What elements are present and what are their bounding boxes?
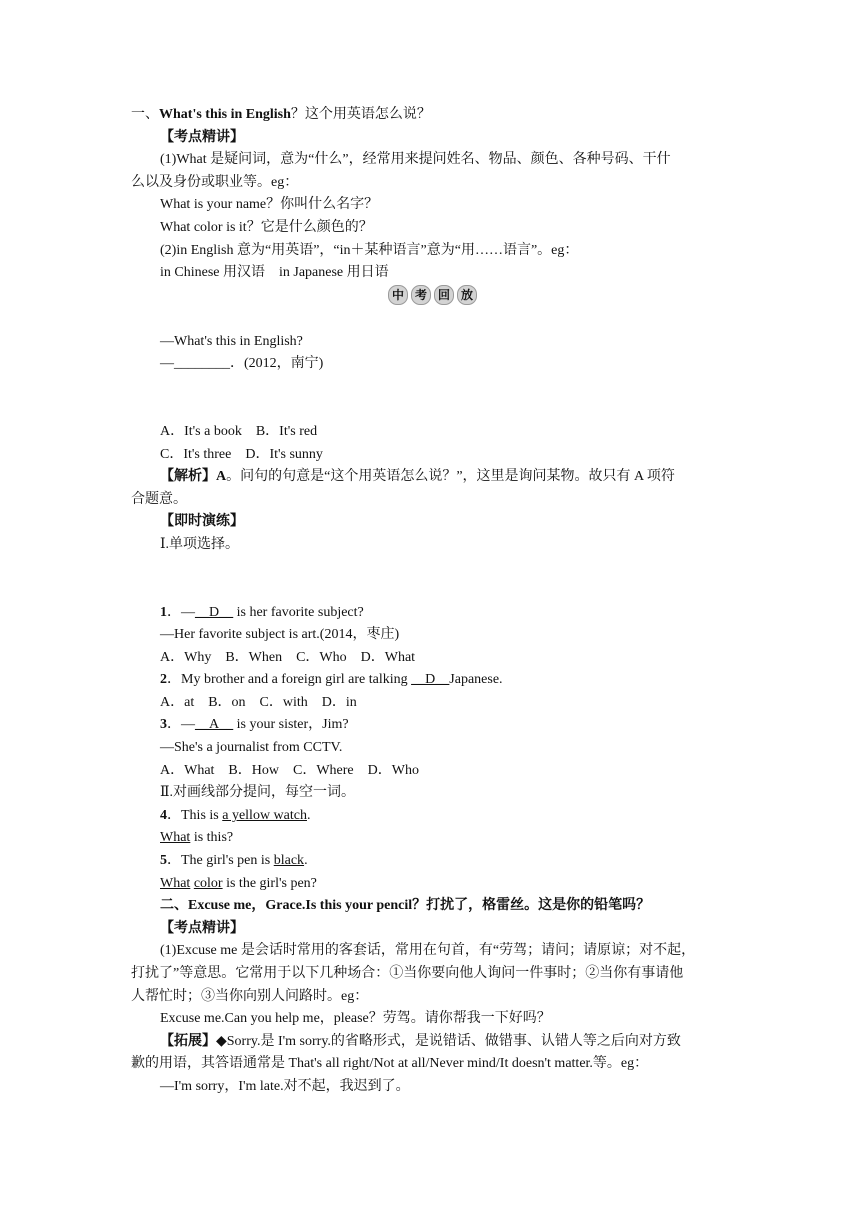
s2-p1-line3: 人帮忙时；③当你向别人问路时。eg： bbox=[131, 988, 369, 1004]
banner-char: 放 bbox=[457, 285, 477, 305]
q5-answer-word1: What bbox=[160, 875, 191, 891]
section1-title-prefix: 一、 bbox=[131, 107, 159, 122]
exam-question-line2: —________．(2012，南宁) bbox=[160, 356, 324, 372]
zhongkao-huifang-banner bbox=[131, 285, 734, 305]
question-2 bbox=[131, 669, 734, 692]
q3-answer: __A__ bbox=[195, 717, 234, 733]
s2-example-2: —I'm sorry，I'm late.对不起，我迟到了。 bbox=[160, 1078, 410, 1094]
section2-title: 二、Excuse me，Grace.Is this your pencil？打扰了，格雷丝。这是你的铅笔吗？ bbox=[160, 898, 651, 914]
q5-number: 5 bbox=[160, 853, 167, 869]
s1-p1-line2: 么以及身份或职业等。eg： bbox=[131, 174, 299, 190]
question-4 bbox=[131, 805, 734, 828]
jiexi-line2: 合题意。 bbox=[131, 491, 187, 507]
kaodian-label-1: 【考点精讲】 bbox=[160, 129, 244, 145]
q4-answer-word: What bbox=[160, 830, 191, 846]
q2-number: 2 bbox=[160, 672, 167, 688]
tuozhan-text: ◆Sorry.是 I'm sorry.的省略形式，是说错话、做错事、认错人等之后向对方致 bbox=[216, 1033, 681, 1049]
q3-post: is your sister，Jim? bbox=[233, 717, 349, 733]
q1-number: 1 bbox=[160, 604, 167, 620]
exam-options-line2: C．It's three D．It's sunny bbox=[160, 446, 323, 462]
q3-number: 3 bbox=[160, 717, 167, 733]
q5-pre: ．The girl's pen is bbox=[167, 853, 274, 869]
tuozhan-label: 【拓展】 bbox=[160, 1033, 216, 1049]
question-1 bbox=[131, 602, 734, 625]
q1-answer: __D__ bbox=[195, 604, 234, 620]
s1-example-2: What color is it？它是什么颜色的？ bbox=[160, 219, 373, 235]
q2-options: A．at B．on C．with D．in bbox=[160, 694, 357, 710]
document-content bbox=[131, 104, 734, 1099]
q2-answer: __D__ bbox=[411, 672, 450, 688]
section1-title bbox=[131, 104, 734, 127]
q3-response: —She's a journalist from CCTV. bbox=[160, 740, 343, 756]
q5-answer-word2: color bbox=[193, 875, 223, 891]
q4-number: 4 bbox=[160, 807, 167, 823]
section1-title-bold: What's this in English bbox=[159, 107, 291, 122]
banner-char: 考 bbox=[411, 285, 431, 305]
jishi-label: 【即时演练】 bbox=[160, 514, 244, 530]
q4-answer-rest: is this? bbox=[190, 830, 234, 846]
q3-options: A．What B．How C．Where D．Who bbox=[160, 762, 419, 778]
section1-title-rest: ？这个用英语怎么说？ bbox=[290, 107, 431, 122]
kaodian-label-2: 【考点精讲】 bbox=[160, 920, 244, 936]
q1-options: A．Why B．When C．Who D．What bbox=[160, 649, 416, 665]
tuozhan-line2: 歉的用语，其答语通常是 That's all right/Not at all/Never mind/It doesn't matter.等。eg： bbox=[131, 1056, 649, 1072]
s1-example-3: in Chinese 用汉语 in Japanese 用日语 bbox=[160, 265, 389, 281]
s1-p1-line1: (1)What 是疑问词，意为“什么”，经常用来提问姓名、物品、颜色、各种号码、干什 bbox=[160, 152, 671, 168]
banner-char: 中 bbox=[388, 285, 408, 305]
s2-p1-line1: (1)Excuse me 是会话时常用的客套话，常用在句首，有“劳驾；请问；请原谅；对不起， bbox=[160, 943, 696, 959]
q4-post: . bbox=[306, 807, 311, 823]
q5-underlined: black bbox=[273, 853, 305, 869]
q1-post: is her favorite subject? bbox=[233, 604, 364, 620]
s2-example-1: Excuse me.Can you help me，please？劳驾。请你帮我一下好吗？ bbox=[160, 1011, 551, 1027]
part1-heading: Ⅰ.单项选择。 bbox=[160, 536, 240, 552]
part2-heading: Ⅱ.对画线部分提问，每空一词。 bbox=[160, 785, 356, 801]
q4-underlined: a yellow watch bbox=[222, 807, 307, 823]
q4-pre: ．This is bbox=[167, 807, 223, 823]
s1-example-1: What is your name？你叫什么名字？ bbox=[160, 197, 379, 213]
jiexi-label: 【解析】A bbox=[160, 469, 227, 485]
q5-answer bbox=[131, 873, 734, 896]
jiexi-line1 bbox=[131, 466, 734, 489]
q5-post: . bbox=[304, 853, 308, 869]
q1-response: —Her favorite subject is art.(2014，枣庄) bbox=[160, 627, 400, 643]
exam-options-line1: A．It's a book B．It's red bbox=[160, 423, 318, 439]
jiexi-text: 。问句的句意是“这个用英语怎么说？”，这里是询问某物。故只有 A 项符 bbox=[226, 469, 675, 485]
q5-answer-rest: is the girl's pen? bbox=[222, 875, 317, 891]
tuozhan-line1 bbox=[131, 1031, 734, 1054]
question-5 bbox=[131, 850, 734, 873]
s1-p2: (2)in English 意为“用英语”，“in＋某种语言”意为“用……语言”。eg： bbox=[160, 242, 579, 258]
s2-p1-line2: 打扰了”等意思。它常用于以下几种场合：①当你要向他人询问一件事时；②当你有事请他 bbox=[131, 966, 684, 981]
q3-pre: ．— bbox=[167, 717, 195, 733]
exam-question-line1: —What's this in English? bbox=[160, 333, 303, 349]
q2-pre: ．My brother and a foreign girl are talking bbox=[167, 672, 412, 688]
q1-pre: ．— bbox=[167, 604, 195, 620]
q2-post: Japanese. bbox=[449, 672, 503, 688]
question-3 bbox=[131, 714, 734, 737]
q4-answer bbox=[131, 827, 734, 850]
banner-char: 回 bbox=[434, 285, 454, 305]
